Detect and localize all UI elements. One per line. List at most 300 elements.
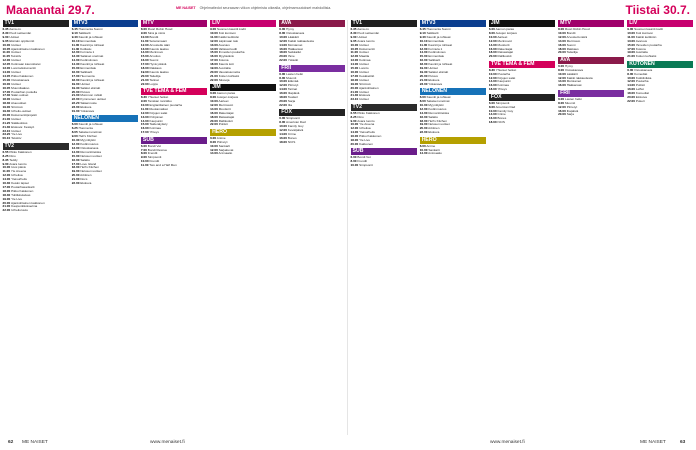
program-time: 9.00 <box>210 27 217 31</box>
program-title: Autojen korjaus <box>495 30 517 35</box>
program-title: Uutiset <box>359 42 369 47</box>
listing-column <box>349 20 418 435</box>
program-title: Ratsastajat <box>497 50 513 55</box>
program-title: Kauniit ja rohkeat <box>428 62 453 67</box>
footer-url-left: www.menaiset.fi <box>150 440 185 445</box>
program-title: Ostoskanava <box>634 67 653 72</box>
program-time: 20.00 <box>627 95 635 100</box>
program-time: 17.00 <box>210 58 218 63</box>
program-time: 19.00 <box>419 122 428 127</box>
program-time: 18.00 <box>279 95 287 100</box>
program-title: Vauvakuumetta <box>218 69 240 74</box>
program-time: 18.00 <box>350 138 359 143</box>
program-title: Ostoskanava <box>11 77 30 82</box>
program-time: 10.00 <box>140 34 149 39</box>
program-time: 12.00 <box>2 173 11 178</box>
program-title: Uutiset <box>11 42 21 47</box>
program-title: Seikkailut <box>287 50 302 55</box>
program-title: Urheilua <box>359 126 371 131</box>
program-title: Uutiset <box>80 81 90 86</box>
program-title: Arvoitus <box>149 54 161 59</box>
program-time: 6.00 <box>210 91 217 96</box>
program-title: Anime <box>426 143 436 148</box>
program-time: 10.00 <box>210 30 218 35</box>
program-time: 10.00 <box>350 163 359 168</box>
program-title: Iltapäivä <box>287 91 300 96</box>
listing-column <box>1 20 70 435</box>
program-time: 6.00 <box>279 116 286 121</box>
program-title: Avara luonto <box>9 161 27 166</box>
channel-name: MTV3 <box>420 20 486 27</box>
program-title: Uutiset <box>11 81 21 86</box>
program-time: 6.00 <box>488 100 495 105</box>
program-title: Kotien kohtalot <box>635 54 657 59</box>
program-title: Lasten hetki <box>564 96 582 101</box>
program-time: 10.00 <box>279 34 287 39</box>
program-title: Rakentajat <box>218 110 234 115</box>
program-title: Urheilua <box>11 173 23 178</box>
program-time: 14.00 <box>210 46 218 51</box>
program-time: 20.00 <box>2 200 11 205</box>
program-title: Suomi <box>566 42 576 47</box>
program-title: Lääkärit <box>287 34 299 39</box>
program-time: 8.00 <box>488 30 495 35</box>
program-time: 00.10 <box>2 136 11 141</box>
program-time: 13.00 <box>627 38 635 43</box>
program-title: Hääkansat <box>566 83 582 88</box>
program-time: 9.00 <box>140 30 147 35</box>
program-time: 8.25 <box>350 114 357 119</box>
program-title: Suomen kauniit kodit <box>634 27 663 31</box>
program-title: Mummon mökki <box>80 93 103 98</box>
program-time: 18.00 <box>488 120 497 125</box>
program-title: Simpsonit <box>286 116 300 121</box>
program-title: American Dad <box>495 104 516 109</box>
program-title: Pikku Kakkonen <box>11 73 34 78</box>
channel-name: MTV3 <box>72 20 138 27</box>
channel-block <box>279 109 345 144</box>
program-time: 11.00 <box>419 42 428 47</box>
program-time: 16.00 <box>488 46 497 51</box>
program-time: 14.00 <box>210 151 218 156</box>
program-time: 18.00 <box>279 50 287 55</box>
program-title: Family Guy <box>287 124 304 129</box>
program-title: Pikku Kakkonen <box>11 188 34 193</box>
program-title: Elokuva <box>359 93 371 98</box>
program-title: Ajankohtainen kakkonen <box>10 46 45 51</box>
program-title: Elokuva <box>80 181 92 186</box>
program-title: Sarjakuvat <box>218 147 234 152</box>
program-title: Tekstitv <box>10 54 22 59</box>
program-time: 12.00 <box>279 128 287 133</box>
program-title: Ihme <box>287 54 295 59</box>
program-title: Aamun paras <box>216 91 236 96</box>
program-time: 12.00 <box>488 75 497 80</box>
program-time: 14.00 <box>2 177 11 182</box>
program-time: 15.00 <box>140 122 149 127</box>
channel-block <box>141 88 207 135</box>
program-title: Kauniit ja rohkeat <box>80 62 105 67</box>
program-title: Iltapäivä <box>566 108 579 113</box>
program-time: 21.00 <box>140 77 149 82</box>
program-title: Crime <box>497 112 506 117</box>
program-title: Merirosvot <box>218 102 234 107</box>
header-brand: ME NAISET <box>176 6 196 10</box>
program-title: Yle Live <box>11 132 23 137</box>
program-row <box>72 182 138 186</box>
program-time: 22.00 <box>2 208 11 213</box>
program-time: 18.00 <box>140 66 149 71</box>
channel-name: KUTONEN <box>627 61 693 68</box>
program-time: 23.00 <box>71 105 80 110</box>
program-time: 14.00 <box>627 83 635 88</box>
channel-name: NELONEN <box>420 88 486 95</box>
program-title: Piirretyt <box>287 83 299 88</box>
program-time: 14.00 <box>419 110 428 115</box>
program-title: Aarteet <box>497 34 508 39</box>
program-time: 9.00 <box>350 118 357 123</box>
program-title: Kauniit ja rohkeat <box>426 95 451 100</box>
program-time: 11.00 <box>140 38 149 43</box>
program-time: 9.00 <box>140 155 147 160</box>
program-title: Elokuva <box>428 77 440 82</box>
channel-block <box>72 20 138 114</box>
program-title: Uutiset <box>357 34 368 39</box>
program-row <box>420 83 486 87</box>
program-time: 21.00 <box>71 93 80 98</box>
program-title: Sarja <box>566 112 574 117</box>
program-title: Kotona <box>218 58 229 63</box>
program-time: 16.00 <box>210 54 218 59</box>
program-title: Ostoskanava <box>80 145 99 150</box>
program-title: Frendit <box>357 159 368 164</box>
program-title: Poliisit <box>218 122 228 127</box>
program-title: Arvostettu ääni <box>149 42 170 47</box>
program-time: 9.40 <box>71 34 78 39</box>
program-time: 12.00 <box>210 147 218 152</box>
program-title: Avaruus <box>218 42 230 47</box>
program-title: Loppu <box>149 81 159 86</box>
program-time: 12.00 <box>488 38 497 43</box>
program-time: 19.00 <box>2 196 11 201</box>
program-time: 10.00 <box>488 71 497 76</box>
program-title: Muumit <box>564 100 576 105</box>
program-title: Bones <box>497 116 507 121</box>
program-title: American Dad <box>285 120 306 125</box>
program-time: 15.00 <box>210 50 218 55</box>
program-title: Crime <box>287 131 297 136</box>
program-time: 11.00 <box>140 163 149 168</box>
program-title: Uutiset <box>359 62 369 67</box>
program-time: 23.00 <box>419 81 428 86</box>
program-time: 14.00 <box>71 58 80 63</box>
program-time: 10.00 <box>419 147 428 152</box>
program-time: 12.00 <box>210 102 218 107</box>
program-title: Kirjojen salat <box>497 75 516 80</box>
program-title: Two and a Half Men <box>149 163 177 168</box>
program-title: Salaiset unelmat <box>80 54 104 59</box>
program-title: Bondi Vet <box>147 143 162 148</box>
channel-name: TVE TEMA & FEM <box>141 88 207 95</box>
program-title: Puoli seitsemän <box>357 30 380 35</box>
program-time: 18.00 <box>210 114 218 119</box>
program-time: 16.00 <box>71 157 80 162</box>
program-row <box>210 79 276 83</box>
program-time: 20.00 <box>488 54 497 59</box>
program-title: Aamu-tv. <box>357 27 370 31</box>
program-time: 10.00 <box>140 159 149 164</box>
program-time: 18.00 <box>279 139 287 144</box>
program-time: 6.45 <box>419 27 426 31</box>
program-time: 15.00 <box>350 66 359 71</box>
program-title: Bondi Vet <box>357 155 371 160</box>
program-row <box>141 83 207 87</box>
program-title: Puutarha <box>635 79 649 84</box>
program-title: Elämää <box>287 79 299 84</box>
program-title: Kevätpäivä <box>287 128 304 133</box>
page-title-left: Maanantai 29.7. <box>6 3 95 17</box>
program-time: 14.00 <box>279 87 287 92</box>
listing-column <box>139 20 208 435</box>
program-title: Uutiset <box>11 116 21 121</box>
program-time: 13.30 <box>71 54 80 59</box>
channel-block <box>420 137 486 157</box>
program-time: 16.00 <box>279 91 287 96</box>
program-time: 9.00 <box>627 27 634 31</box>
footer-page-number-right: 63 <box>680 440 686 445</box>
program-title: Kotimaa <box>149 126 161 131</box>
program-title: Remonttireiska <box>80 149 101 154</box>
program-time: 8.05 <box>71 130 78 135</box>
program-title: Kodinsiivous <box>80 58 98 63</box>
program-title: Yhteys <box>149 130 159 135</box>
program-title: Leffat <box>635 87 644 92</box>
program-title: Suomi <box>149 58 159 63</box>
program-title: Tulitikkutaivas <box>11 192 31 197</box>
program-title: Sankarit <box>218 143 231 148</box>
program-title: Salatut elämät <box>80 85 101 90</box>
program-time: 13.00 <box>350 58 359 63</box>
program-time: 8.00 <box>210 139 217 144</box>
channel-block <box>141 137 207 168</box>
program-time: 22.00 <box>279 58 287 63</box>
program-time: 21.20 <box>2 120 11 125</box>
program-time: 8.00 <box>558 27 565 31</box>
program-time: 9.00 <box>2 34 9 39</box>
program-time: 8.25 <box>2 153 9 158</box>
program-title: Salkkarit <box>80 69 93 74</box>
program-time: 20.00 <box>350 85 359 90</box>
program-time: 6.35 <box>2 27 9 31</box>
program-title: Merirosvo <box>566 38 581 43</box>
program-title: Sankarit <box>428 147 440 152</box>
program-title: Ajankohtainen kakkonen <box>10 200 45 205</box>
program-title: Huomenta Suomi <box>426 27 451 31</box>
program-time: 6.45 <box>71 27 78 31</box>
program-time: 20.00 <box>279 99 287 103</box>
program-time: 6.00 <box>71 122 78 127</box>
program-title: Ihmeiden puutarha <box>218 50 245 55</box>
channel-name: JIM <box>210 84 276 91</box>
program-time: 18.00 <box>419 118 428 123</box>
program-row <box>420 152 486 156</box>
channel-block <box>3 20 69 141</box>
program-title: Uutiset <box>11 128 21 133</box>
program-time: 20.00 <box>210 69 218 74</box>
program-title: Maatila <box>359 54 370 59</box>
channel-name: TV1 <box>351 20 417 27</box>
program-time: 9.40 <box>419 34 426 39</box>
program-time: 19.00 <box>419 66 428 71</box>
program-time: 6.00 <box>350 155 357 160</box>
program-title: Anime <box>216 135 226 140</box>
program-title: Uutiset <box>11 69 21 74</box>
program-time: 16.00 <box>558 108 566 113</box>
program-time: 17.00 <box>2 89 11 94</box>
program-title: Emmerdale <box>80 66 97 71</box>
channel-block <box>279 65 345 108</box>
program-time: 16.00 <box>71 69 80 74</box>
channel-name: MTV <box>558 20 624 27</box>
program-time: 22.00 <box>627 99 635 103</box>
program-time: 7.00 <box>140 147 147 152</box>
program-time: 18.00 <box>210 62 218 67</box>
program-time: 11.00 <box>627 34 635 39</box>
program-title: Pikku Kakkonen <box>9 149 32 154</box>
program-title: Taiteilija <box>149 73 161 78</box>
program-time: 12.00 <box>558 34 566 39</box>
program-time: 6.00 <box>558 63 565 68</box>
program-time: 12.00 <box>140 42 149 47</box>
program-time: 22.00 <box>140 81 149 86</box>
program-time: 12.00 <box>210 38 218 43</box>
program-time: 10.10 <box>419 38 428 43</box>
program-title: Myyntitykki <box>80 138 96 143</box>
program-time: 9.00 <box>71 134 78 139</box>
channel-block <box>627 20 693 59</box>
program-time: 10.00 <box>350 42 359 47</box>
program-time: 15.00 <box>2 77 11 82</box>
program-time: 14.00 <box>350 130 359 135</box>
program-title: Luontodokumentti <box>11 66 36 71</box>
program-time: 18.30 <box>2 192 11 197</box>
program-title: Pikku Kakkonen <box>359 134 382 139</box>
program-title: Huomenta <box>78 126 93 131</box>
program-time: 16.00 <box>488 83 497 88</box>
channel-name: FRII <box>558 90 624 97</box>
program-time: 12.00 <box>279 83 287 88</box>
program-time: 6.00 <box>419 95 426 100</box>
program-time: 18.00 <box>71 77 80 82</box>
program-row <box>351 164 417 168</box>
program-time: 11.00 <box>71 42 80 47</box>
program-time: 16.00 <box>279 46 287 51</box>
listing-column <box>209 20 278 435</box>
program-time: 16.05 <box>2 85 11 90</box>
program-title: Moottorit <box>497 42 510 47</box>
channel-block <box>489 20 555 59</box>
program-title: Arktinen <box>80 173 92 178</box>
program-time: 10.05 <box>350 46 359 51</box>
program-time: 14.00 <box>558 38 566 43</box>
program-time: 16.00 <box>558 42 566 47</box>
program-title: Putous <box>80 89 90 94</box>
program-time: 6.00 <box>627 67 634 72</box>
channel-name: FOX <box>279 109 345 116</box>
program-title: Uusi päivä <box>11 165 26 170</box>
program-time: 8.00 <box>140 151 147 156</box>
program-time: 10.00 <box>2 42 11 47</box>
program-row <box>3 209 69 213</box>
channel-block <box>558 90 624 118</box>
program-time: 12.00 <box>419 106 428 111</box>
program-time: 14.00 <box>488 79 497 84</box>
program-title: Alueuutiset <box>10 101 27 106</box>
program-time: 16.00 <box>488 116 497 121</box>
program-title: Uutiset <box>359 77 369 82</box>
program-title: Avara luonto <box>357 118 375 123</box>
program-title: Uutiset <box>10 50 21 55</box>
program-title: Koti kuntoon <box>635 30 654 35</box>
program-title: Muumilaakso <box>11 85 30 90</box>
program-title: Salkkarit <box>78 30 91 35</box>
program-title: Luonto <box>359 66 369 71</box>
program-time: 12.00 <box>627 79 635 84</box>
program-title: Frendit <box>147 151 158 156</box>
program-time: 12.00 <box>419 46 428 51</box>
program-title: Nelosen uutiset <box>428 122 450 127</box>
program-time: 19.00 <box>627 50 635 55</box>
program-time: 10.00 <box>350 122 359 127</box>
program-title: Taidenäyttely <box>149 122 168 127</box>
program-title: Komediat <box>634 71 648 76</box>
program-title: Tarinat <box>287 87 298 92</box>
page-header <box>0 0 696 19</box>
program-time: 18.00 <box>488 87 497 92</box>
program-time: 8.00 <box>488 104 495 109</box>
program-title: Yle Areena <box>10 169 27 174</box>
program-time: 10.10 <box>71 38 80 43</box>
program-time: 18.00 <box>71 165 80 170</box>
program-title: Emmerdale <box>428 38 445 43</box>
program-time: 8.30 <box>140 95 147 100</box>
channel-block <box>210 84 276 127</box>
program-time: 14.05 <box>2 73 11 78</box>
program-time: 6.35 <box>350 27 357 31</box>
program-title: Komediat <box>635 91 649 96</box>
program-title: Uutiset <box>359 69 369 74</box>
program-time: 8.30 <box>488 67 495 72</box>
program-time: 9.00 <box>140 99 147 103</box>
program-title: Aamun paras <box>495 27 515 31</box>
program-time: 18.00 <box>627 91 635 96</box>
program-title: Kesäkeittiö <box>359 73 375 78</box>
program-title: Kodinmuutos <box>428 106 447 111</box>
program-time: 6.00 <box>488 27 495 31</box>
program-row <box>279 141 345 145</box>
program-title: Kotikatu <box>80 46 92 51</box>
program-title: Dokumentti <box>359 46 375 51</box>
program-title: Uutiset <box>9 34 20 39</box>
program-time: 10.00 <box>279 79 287 84</box>
program-title: Dino <box>9 153 16 158</box>
program-time: 20.00 <box>279 54 287 59</box>
program-time: 14.00 <box>279 42 287 47</box>
program-title: Lasten hetki <box>286 71 303 76</box>
program-time: 21.00 <box>350 89 359 94</box>
program-title: Uutiset <box>11 58 21 63</box>
program-time: 8.00 <box>558 100 565 105</box>
